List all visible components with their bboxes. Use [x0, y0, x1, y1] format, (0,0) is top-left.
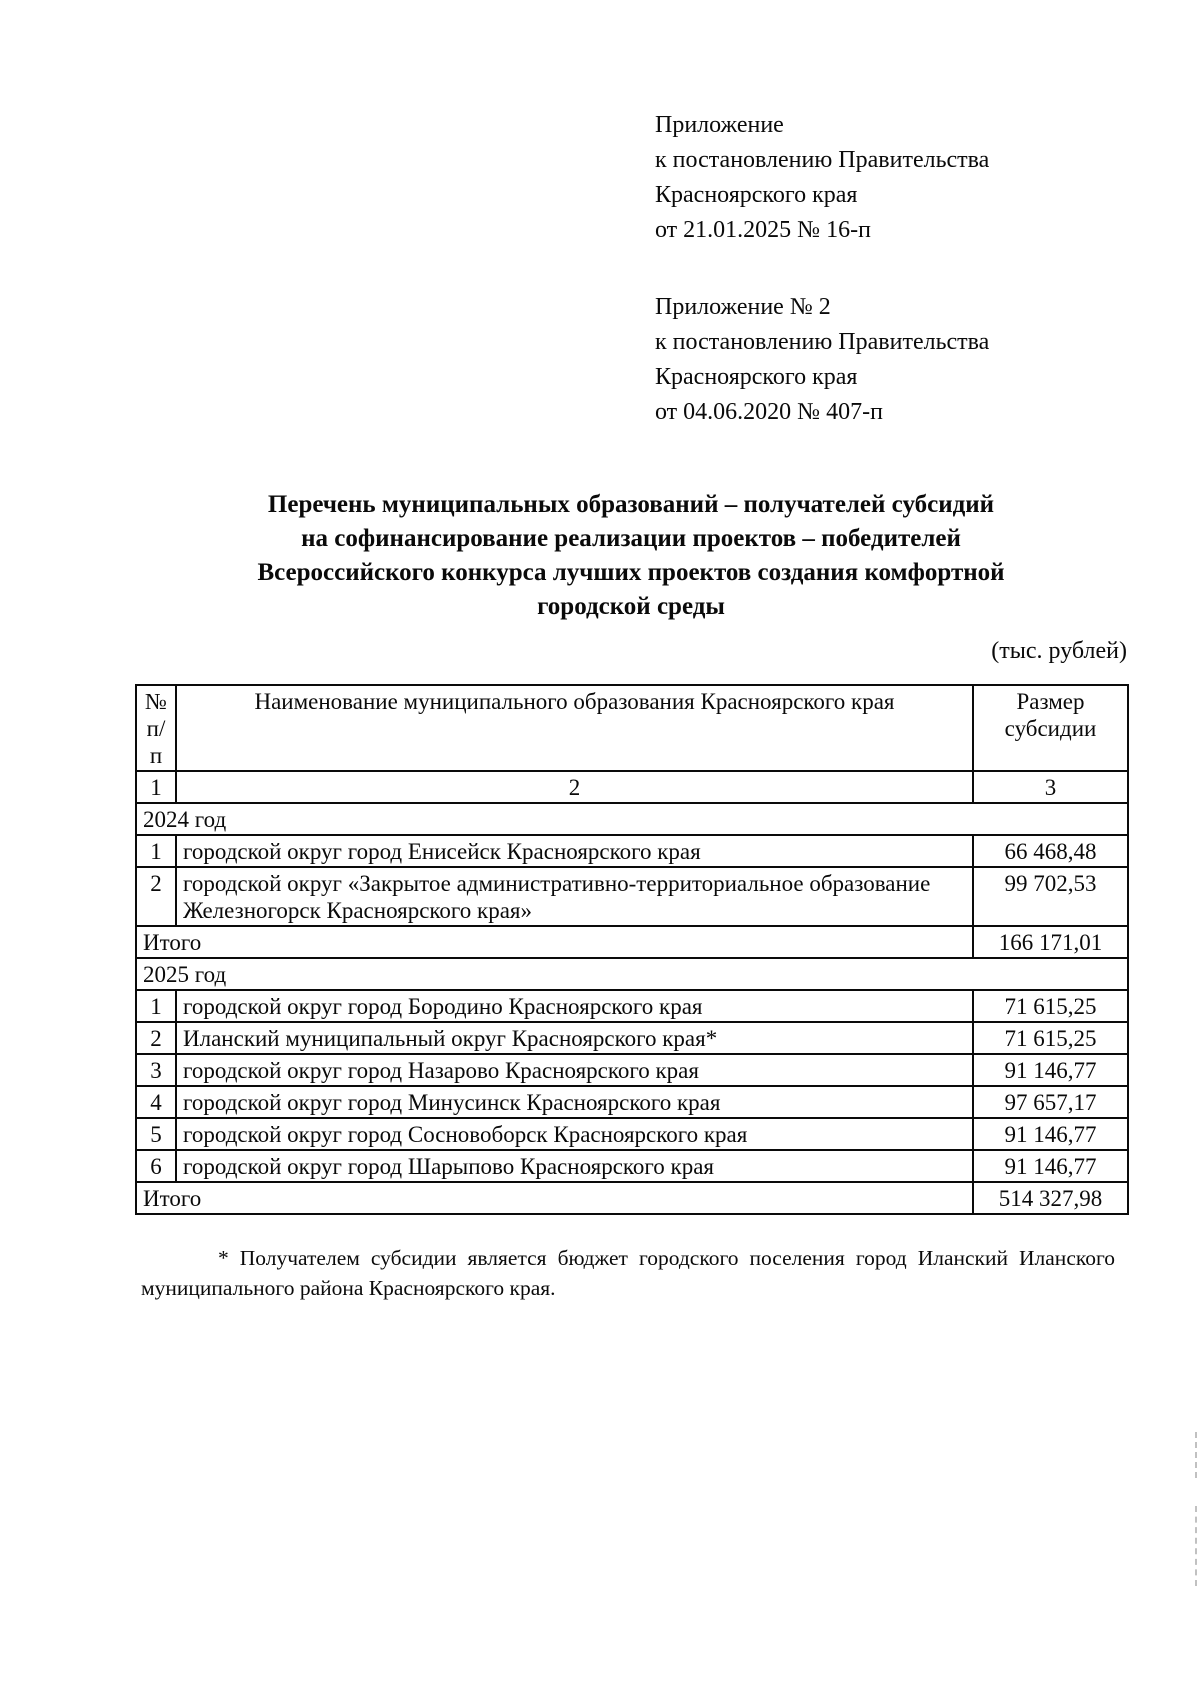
- subsidy-amount: 97 657,17: [973, 1086, 1128, 1118]
- appendix-line: Приложение: [655, 112, 784, 138]
- subsidy-amount: 91 146,77: [973, 1054, 1128, 1086]
- column-number-cell: 3: [973, 771, 1128, 803]
- row-number: 1: [136, 990, 176, 1022]
- municipality-name: городской округ город Шарыпово Красноярского края: [176, 1150, 973, 1182]
- appendix-line: Красноярского края: [655, 182, 858, 208]
- municipality-name: городской округ город Енисейск Красноярского края: [176, 835, 973, 867]
- title-line: городской среды: [537, 593, 725, 620]
- table-row: [136, 1086, 1128, 1118]
- row-number: 6: [136, 1150, 176, 1182]
- appendix-line: Приложение № 2: [655, 294, 831, 320]
- table-row: [136, 867, 1128, 926]
- municipality-name: городской округ город Сосновоборск Красноярского края: [176, 1118, 973, 1150]
- subsidy-amount: 66 468,48: [973, 835, 1128, 867]
- row-number: 3: [136, 1054, 176, 1086]
- year-label: 2025 год: [136, 958, 1128, 990]
- row-number: 4: [136, 1086, 176, 1118]
- scan-edge-artifact: [1195, 1432, 1197, 1478]
- subsidy-amount: 91 146,77: [973, 1150, 1128, 1182]
- municipality-name: городской округ «Закрытое административно-территориальное образование Железногорск Красноярского края»: [176, 867, 973, 926]
- row-number: 2: [136, 867, 176, 926]
- municipality-name: городской округ город Минусинск Красноярского края: [176, 1086, 973, 1118]
- table-row: [136, 835, 1128, 867]
- title-line: Перечень муниципальных образований – получателей субсидий: [267, 491, 995, 518]
- header-cell-municipality: Наименование муниципального образования Красноярского края: [176, 685, 973, 771]
- subsidy-table: [135, 684, 1129, 1215]
- subsidy-amount: 91 146,77: [973, 1118, 1128, 1150]
- header-cell-subsidy-size: Размер субсидии: [973, 685, 1128, 771]
- appendix-line: к постановлению Правительства: [655, 329, 990, 355]
- column-number-cell: 2: [176, 771, 973, 803]
- year-label: 2024 год: [136, 803, 1128, 835]
- appendix-line: от 04.06.2020 № 407-п: [655, 399, 883, 425]
- document-title: [135, 488, 1127, 624]
- table-header-row: [136, 685, 1128, 771]
- municipality-name: городской округ город Назарово Красноярского края: [176, 1054, 973, 1086]
- units-label: (тыс. рублей): [991, 638, 1127, 664]
- municipality-name: городской округ город Бородино Красноярского края: [176, 990, 973, 1022]
- table-row: [136, 1150, 1128, 1182]
- total-row: [136, 1182, 1128, 1214]
- row-number: 5: [136, 1118, 176, 1150]
- appendix-line: к постановлению Правительства: [655, 147, 990, 173]
- page-content: [135, 0, 1127, 1303]
- title-line: на софинансирование реализации проектов – победителей: [301, 525, 961, 552]
- total-label: Итого: [136, 1182, 973, 1214]
- table-row: [136, 1054, 1128, 1086]
- municipality-name: Иланский муниципальный округ Красноярского края*: [176, 1022, 973, 1054]
- subsidy-amount: 99 702,53: [973, 867, 1128, 926]
- row-number: 2: [136, 1022, 176, 1054]
- footnote: [141, 1243, 1115, 1303]
- footnote-line: муниципального района Красноярского края.: [141, 1276, 556, 1300]
- appendix-reference-block-2: [655, 290, 1127, 430]
- subsidy-table-body: [136, 771, 1128, 1214]
- header-cell-number: № п/п: [136, 685, 176, 771]
- footnote-line: * Получателем субсидии является бюджет городского поселения город Иланский Иланского: [218, 1246, 1115, 1270]
- column-number-cell: 1: [136, 771, 176, 803]
- table-header: [136, 685, 1128, 771]
- year-section-row: [136, 803, 1128, 835]
- total-amount: 166 171,01: [973, 926, 1128, 958]
- total-label: Итого: [136, 926, 973, 958]
- table-row: [136, 990, 1128, 1022]
- scan-edge-artifact: [1195, 1506, 1197, 1586]
- appendix-line: от 21.01.2025 № 16-п: [655, 217, 871, 243]
- total-amount: 514 327,98: [973, 1182, 1128, 1214]
- year-section-row: [136, 958, 1128, 990]
- appendix-line: Красноярского края: [655, 364, 858, 390]
- subsidy-amount: 71 615,25: [973, 1022, 1128, 1054]
- title-line: Всероссийского конкурса лучших проектов создания комфортной: [257, 559, 1005, 586]
- total-row: [136, 926, 1128, 958]
- row-number: 1: [136, 835, 176, 867]
- table-row: [136, 1118, 1128, 1150]
- appendix-reference-block-1: [655, 108, 1127, 248]
- table-row: [136, 1022, 1128, 1054]
- column-number-row: [136, 771, 1128, 803]
- subsidy-amount: 71 615,25: [973, 990, 1128, 1022]
